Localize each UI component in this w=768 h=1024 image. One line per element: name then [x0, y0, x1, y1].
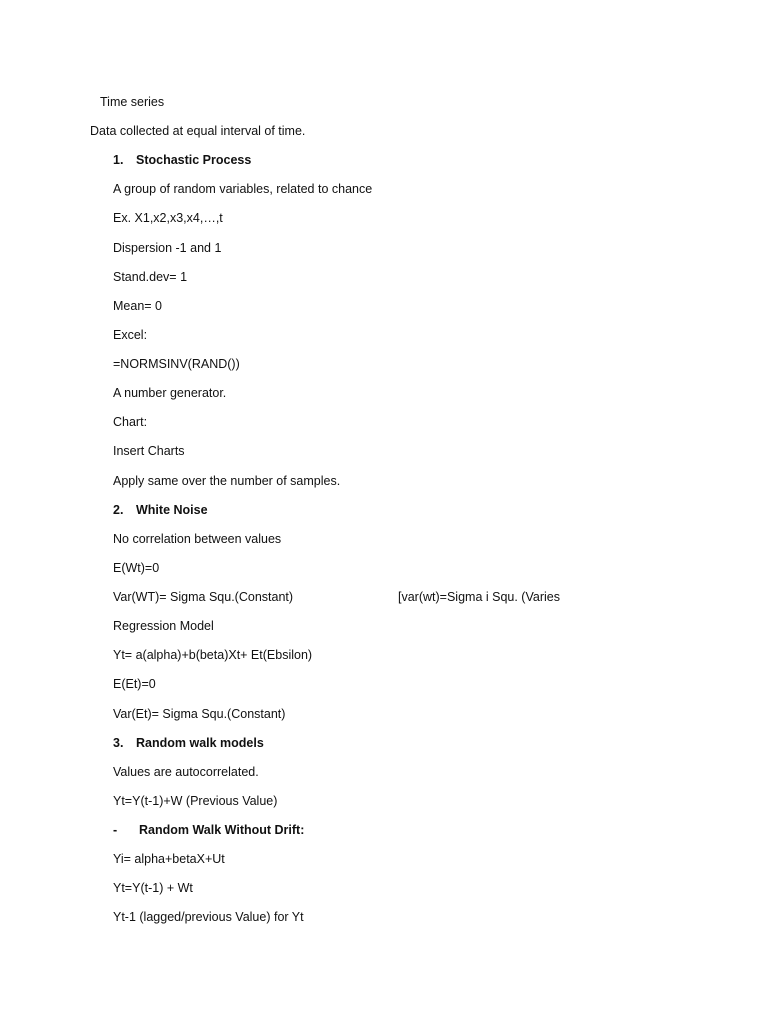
section-heading-text: White Noise	[136, 503, 208, 517]
body-line: Excel:	[113, 328, 148, 342]
body-line: E(Et)=0	[113, 677, 156, 691]
section-heading-stochastic-process	[113, 152, 251, 168]
body-line: Chart:	[113, 415, 148, 429]
body-line: Yt=Y(t-1) + Wt	[113, 881, 193, 895]
body-line: E(Wt)=0	[113, 561, 160, 575]
body-line: No correlation between values	[113, 532, 282, 546]
body-line: Yt= a(alpha)+b(beta)Xt+ Et(Ebsilon)	[113, 648, 313, 662]
section-heading-random-walk-models	[113, 735, 264, 751]
body-line: Apply same over the number of samples.	[113, 474, 341, 488]
section-number: 3.	[113, 736, 124, 750]
subsection-heading-random-walk-without-drift	[113, 822, 304, 838]
section-heading-text: Stochastic Process	[136, 153, 252, 167]
body-line: A group of random variables, related to chance	[113, 182, 373, 196]
body-line: Var(WT)= Sigma Squ.(Constant)	[113, 590, 294, 604]
body-line: Yt-1 (lagged/previous Value) for Yt	[113, 910, 304, 924]
body-line: =NORMSINV(RAND())	[113, 357, 240, 371]
body-line: Regression Model	[113, 619, 214, 633]
body-line: Values are autocorrelated.	[113, 765, 259, 779]
subsection-heading-text: Random Walk Without Drift:	[139, 823, 305, 837]
body-line: Dispersion -1 and 1	[113, 241, 222, 255]
body-line: Ex. X1,x2,x3,x4,…,t	[113, 211, 223, 225]
document-title: Time series	[100, 95, 165, 109]
section-number: 1.	[113, 153, 124, 167]
side-note: [var(wt)=Sigma i Squ. (Varies	[398, 590, 560, 604]
section-number: 2.	[113, 503, 124, 517]
section-heading-text: Random walk models	[136, 736, 264, 750]
intro-text: Data collected at equal interval of time.	[90, 124, 306, 138]
body-line: Yt=Y(t-1)+W (Previous Value)	[113, 794, 278, 808]
body-line: Mean= 0	[113, 299, 162, 313]
body-line: Var(Et)= Sigma Squ.(Constant)	[113, 707, 286, 721]
bullet-dash: -	[113, 823, 118, 837]
body-line: Stand.dev= 1	[113, 270, 188, 284]
body-line: A number generator.	[113, 386, 227, 400]
body-line: Insert Charts	[113, 444, 185, 458]
section-heading-white-noise	[113, 502, 208, 518]
body-line: Yi= alpha+betaX+Ut	[113, 852, 225, 866]
